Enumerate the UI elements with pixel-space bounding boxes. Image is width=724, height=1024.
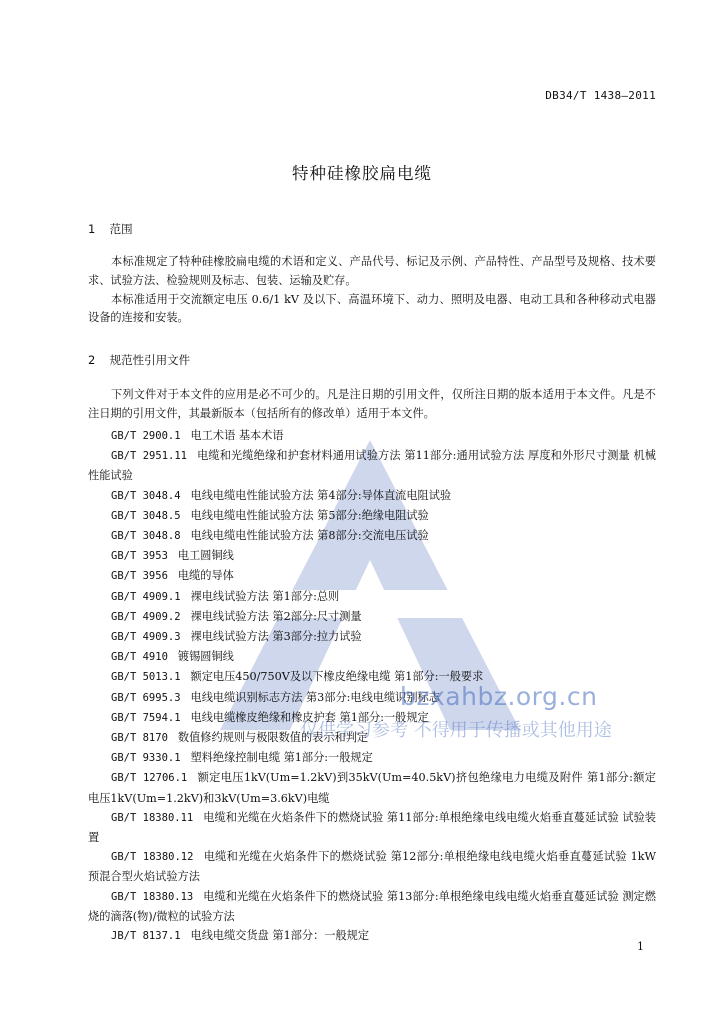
section-2-heading: [88, 352, 190, 368]
reference-item: GB/T 7594.1 电线电缆橡皮绝缘和橡皮护套 第1部分:一般规定: [111, 710, 429, 724]
reference-item: GB/T 4910 镀锡圆铜线: [111, 650, 234, 664]
reference-item: GB/T 3048.4 电线电缆电性能试验方法 第4部分:导体直流电阻试验: [111, 488, 452, 502]
section-1-number: 1: [88, 222, 96, 236]
section-1-heading: [88, 221, 133, 237]
scope-paragraph: 本标准规定了特种硅橡胶扁电缆的术语和定义、产品代号、标记及示例、产品特性、产品型号及规格、技术要求、试验方法、检验规则及标志、包装、运输及贮存。: [88, 255, 656, 287]
watermark-domain-text: bzxahbz.org.cn: [400, 682, 598, 711]
standard-code: DB34/T 1438—2011: [545, 89, 656, 102]
reference-item: GB/T 6995.3 电线电缆识别标志方法 第3部分:电线电缆识别标志: [111, 690, 440, 704]
reference-item: GB/T 8170 数值修约规则与极限数值的表示和判定: [111, 731, 369, 745]
normative-intro-paragraph: 下列文件对于本文件的应用是必不可少的。凡是注日期的引用文件，仅所注日期的版本适用于本文件。凡是不注日期的引用文件，其最新版本（包括所有的修改单）适用于本文件。: [88, 388, 656, 420]
section-1-body: [88, 253, 656, 328]
reference-item: GB/T 18380.13 电缆和光缆在火焰条件下的燃烧试验 第13部分:单根绝缘电线电缆火焰垂直蔓延试验 测定燃烧的滴落(物)/微粒的试验方法: [88, 889, 656, 923]
reference-item: GB/T 3956 电缆的导体: [111, 569, 234, 583]
reference-item: GB/T 4909.1 裸电线试验方法 第1部分:总则: [111, 589, 340, 603]
section-2-title: 规范性引用文件: [109, 353, 191, 367]
reference-item: GB/T 2900.1 电工术语 基本术语: [111, 429, 284, 442]
reference-item: GB/T 3048.5 电线电缆电性能试验方法 第5部分:绝缘电阻试验: [111, 508, 429, 522]
reference-item: GB/T 2951.11 电缆和光缆绝缘和护套材料通用试验方法 第11部分:通用试验方法 厚度和外形尺寸测量 机械性能试验: [88, 449, 656, 483]
page-number: 1: [637, 940, 644, 953]
watermark-notice-text: 仅供学习参考 不得用于传播或其他用途: [300, 720, 612, 741]
reference-item: GB/T 18380.12 电缆和光缆在火焰条件下的燃烧试验 第12部分:单根绝缘电线电缆火焰垂直蔓延试验 1kW预混合型火焰试验方法: [88, 850, 657, 884]
reference-item: GB/T 3953 电工圆铜线: [111, 549, 234, 563]
reference-item: GB/T 5013.1 额定电压450/750V及以下橡皮绝缘电缆 第1部分:一般要求: [111, 670, 484, 684]
document-title: 特种硅橡胶扁电缆: [292, 164, 432, 183]
reference-item: GB/T 9330.1 塑料绝缘控制电缆 第1部分:一般规定: [111, 751, 373, 765]
reference-item: GB/T 18380.11 电缆和光缆在火焰条件下的燃烧试验 第11部分:单根绝缘电线电缆火焰垂直蔓延试验 试验装置: [88, 810, 656, 845]
reference-item: GB/T 12706.1 额定电压1kV(Um=1.2kV)到35kV(Um=40.5kV)挤包绝缘电力电缆及附件 第1部分:额定电压1kV(Um=1.2kV)和3kV(Um=3.6kV)电缆: [88, 771, 656, 805]
section-2-number: 2: [88, 353, 96, 367]
reference-item: GB/T 4909.3 裸电线试验方法 第3部分:拉力试验: [111, 630, 362, 644]
scope-paragraph: 本标准适用于交流额定电压 0.6/1 kV 及以下、高温环境下、动力、照明及电器、电动工具和各种移动式电器设备的连接和安装。: [88, 292, 656, 325]
reference-item: JB/T 8137.1 电线电缆交货盘 第1部分：一般规定: [111, 929, 370, 943]
section-1-title: 范围: [109, 222, 133, 236]
reference-item: GB/T 4909.2 裸电线试验方法 第2部分:尺寸测量: [111, 609, 362, 623]
reference-item: GB/T 3048.8 电线电缆电性能试验方法 第8部分:交流电压试验: [111, 529, 429, 543]
section-2-intro: [88, 386, 656, 424]
